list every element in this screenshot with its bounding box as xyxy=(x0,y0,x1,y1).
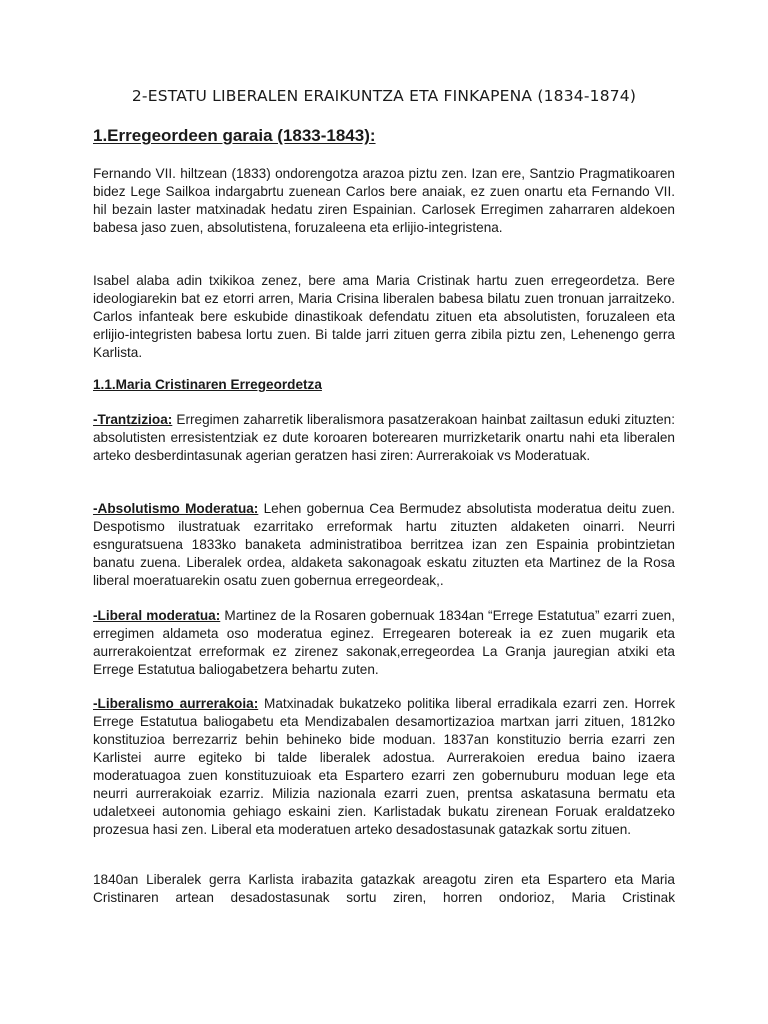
paragraph-regency: Isabel alaba adin txikikoa zenez, bere ama Maria Cristinak hartu zuen erregeordetza. Bere ideologiarekin bat ez etorri arren, Maria Crisina liberalen babesa bilatu zuen tronuan jarraitzeko. Carlos infanteak bere eskubide dinastikoak defendatu zituen eta absolutisten, foruzaleen eta erlijio-integristen babesa lortu zuen. Bi talde jarri zituen gerra zibila piztu zen, Lehenengo gerra Karlista. xyxy=(93,273,675,360)
liberal-text: Martinez de la Rosaren gobernuak 1834an “Errege Estatutua” ezarri zuen, erregimen aldameta oso moderatua eginez. Erregearen botereak ia ez zuen mugarik eta aurrerakoientzat erreformak ez zirenez sakonak,erregeordea La Granja jauregian atxiki eta Errege Estatutua baliogabetzera behartu zuten. xyxy=(93,608,675,677)
trantzizioa-text: Erregimen zaharretik liberalismora pasatzerakoan hainbat zailtasun eduki zituzten: absolutisten erresistentziak ez dute koroaren boterearen murrizketarik onartu nahi eta liberalen arteko desberdintasunak agerian geratzen hasi ziren: Aurrerakoiak vs Moderatuak. xyxy=(93,412,675,463)
document-title: 2-ESTATU LIBERALEN ERAIKUNTZA ETA FINKAPENA (1834-1874) xyxy=(131,87,637,105)
paragraph-absolutismo xyxy=(93,500,675,590)
liberalismo-label: -Liberalismo aurrerakoia: xyxy=(93,696,259,711)
paragraph-liberalismo-aurrerakoia xyxy=(93,695,675,839)
subsection-heading: 1.1.Maria Cristinaren Erregeordetza xyxy=(93,377,322,392)
trantzizioa-label: -Trantzizioa: xyxy=(93,412,173,427)
paragraph-succession: Fernando VII. hiltzean (1833) ondorengotza arazoa piztu zen. Izan ere, Santzio Pragmatikoaren bidez Lege Sailkoa indargabrtu zuenean Carlos bere anaiak, ez zuen onartu eta Fernando VII. hil bezain laster matxinadak hedatu ziren Espainian. Carlosek Erregimen zaharraren aldekoen babesa jaso zuen, absolutistena, foruzaleena eta erlijio-integristena. xyxy=(93,166,675,235)
liberal-label: -Liberal moderatua: xyxy=(93,608,221,623)
paragraph-1840: 1840an Liberalek gerra Karlista irabazita gatazkak areagotu ziren eta Espartero eta Maria Cristinaren artean desadostasunak sortu ziren, horren ondorioz, Maria Cristinak xyxy=(93,872,675,905)
liberalismo-text: Matxinadak bukatzeko politika liberal erradikala ezarri zen. Horrek Errege Estatutua baliogabetu eta Mendizabalen desamortizazioa martxan jarri zituen, 1812ko konstituzioa berrezarriz behin behineko bide moduan. 1837an konstituzio berria ezarri zen Karlistei aurre egiteko bi talde liberalek adostua. Aurrerakoien eredua baino izaera moderatuagoa zuen konstituzuioak eta Espartero ezarri zen gobernuburu moduan lege eta neurri aurrerakoiak ezarriz. Milizia nazionala ezarri zuen, prentsa askatasuna bermatu eta udaletxeei autonomia gehiago eskaini zien. Karlistadak bukatu zirenean Foruak eraldatzeko prozesua hasi zen. Liberal eta moderatuen arteko desadostasunak gatazkak sortu zituen. xyxy=(93,696,675,837)
absolutismo-label: -Absolutismo Moderatua: xyxy=(93,501,259,516)
section-heading: 1.Erregeordeen garaia (1833-1843): xyxy=(93,126,376,145)
paragraph-liberal-moderatua xyxy=(93,607,675,679)
absolutismo-text: Lehen gobernua Cea Bermudez absolutista moderatua deitu zuen. Despotismo ilustratuak ezarritako erreformak hartu zituzten aldaketen oinarri. Neurri esnguratsuena 1833ko banaketa administratiboa berritzea izan zen Espainia probintzietan banatu zuena. Liberalek ordea, aldaketa sakonagoak eskatu zituzten eta Martinez de la Rosa liberal moeratuarekin osatu zuen gobernua erregeordeak,. xyxy=(93,501,675,588)
paragraph-trantzizioa xyxy=(93,411,675,465)
